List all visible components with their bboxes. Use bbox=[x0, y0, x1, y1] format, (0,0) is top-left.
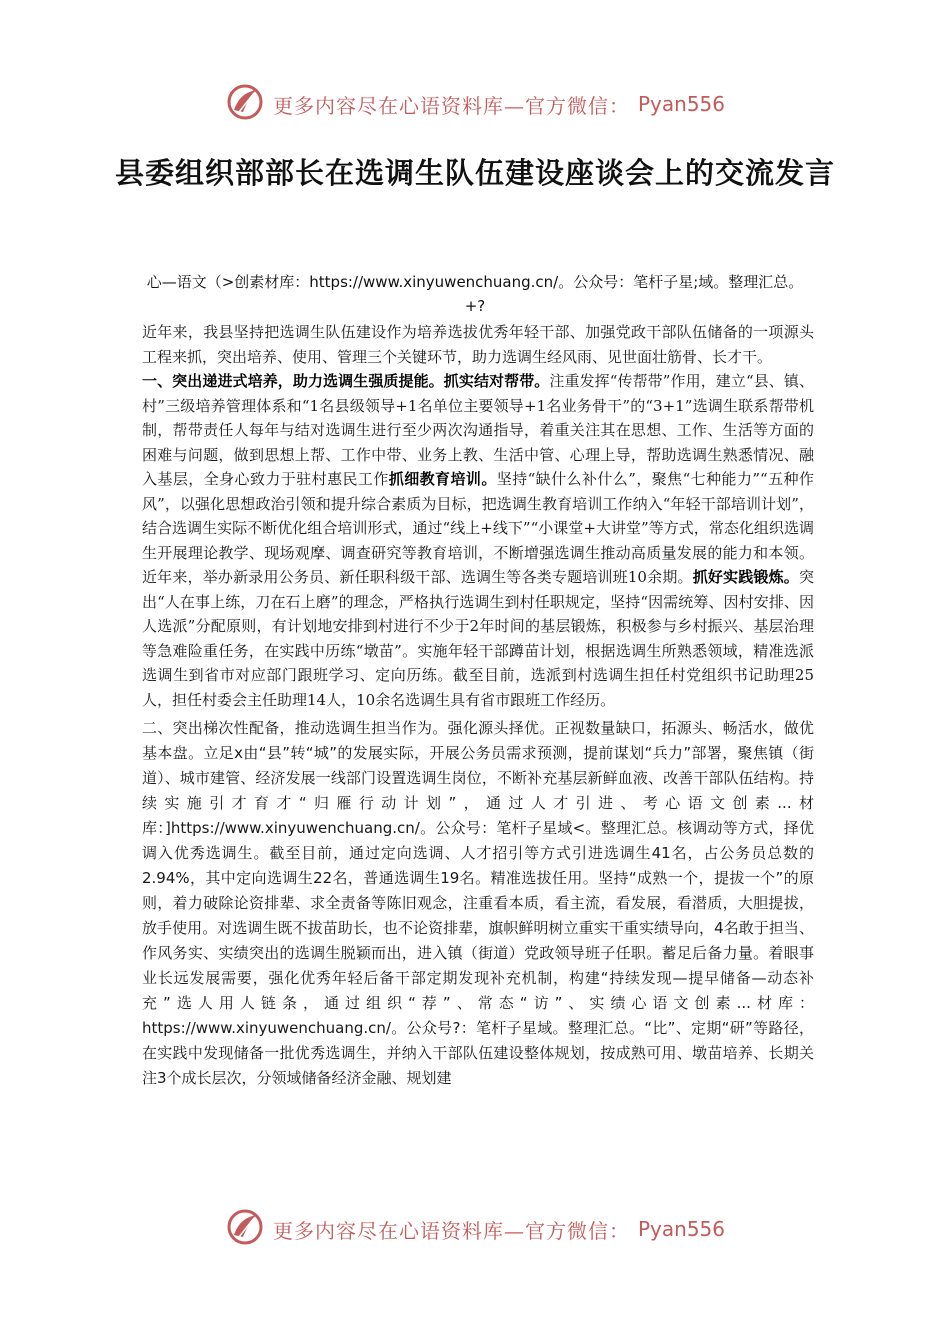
section1-sub2-label: 抓细教育培训。 bbox=[388, 470, 497, 488]
document-title: 县委组织部部长在选调生队伍建设座谈会上的交流发言 bbox=[114, 156, 835, 190]
section1-sub2-text: 坚持“缺什么补什么”，聚焦“七种能力”“五种作风”，以强化思想政治引领和提升综合素质为目标，把选调生教育培训工作纳入“年轻干部培训计划”，结合选调生实际不断优化组合培训形式，通过“线上+线下”“小课堂+大讲堂”等方式，常态化组织选调生开展理论教学、现场观摩、调查研究等教育培训，不断增强选调生推动高质量发展的能力和本领。近年来，举办新录用公务员、新任职科级干部、选调生等各类专题培训班10余期。 bbox=[142, 470, 814, 586]
banner-text: 更多内容尽在心语资料库—官方微信： bbox=[272, 93, 630, 118]
section2-paragraph: 二、突出梯次性配备，推动选调生担当作为。强化源头择优。正视数量缺口，拓源头、畅活水，做优基本盘。立足x由“县”转“城”的发展实际，开展公务员需求预测，提前谋划“兵力”部署，聚焦镇（街道）、城市建管、经济发展一线部门设置选调生岗位，不断补充基层新鲜血液、改善干部队伍结构。持续实施引才育才“归雁行动计划”，通过人才引进、考心语文创素...材库：]https://www.xinyuwenchuang.cn/。公众号：笔杆子星域<。整理汇总。核调动等方式，择优调入优秀选调生。截至目前，通过定向选调、人才招引等方式引进选调生41名，占公务员总数的2.94%，其中定向选调生22名，普通选调生19名。精准选拔任用。坚持“成熟一个，提拔一个”的原则，着力破除论资排辈、求全责备等陈旧观念，注重看本质，看主流，看发展，看潜质，大胆提拔，放手使用。对选调生既不拔苗助长，也不论资排辈，旗帜鲜明树立重实干重实绩导向，4名敢于担当、作风务实、实绩突出的选调生脱颖而出，进入镇（街道）党政领导班子任职。蓄足后备力量。着眼事业长远发展需要，强化优秀年轻后备干部定期发现补充机制，构建“持续发现—提早储备—动态补充”选人用人链条，通过组织“荐”、常态“访”、实绩心语文创素...材库：https://www.xinyuwenchuang.cn/。公众号?：笔杆子星域。整理汇总。“比”、定期“研”等路径，在实践中发现储备一批优秀选调生，并纳入干部队伍建设整体规划，按成熟可用、墩苗培养、长期关注3个成长层次，分领域储备经济金融、规划建 bbox=[142, 719, 814, 1087]
brand-logo-icon bbox=[225, 1207, 265, 1251]
section1-sub1-label: 抓实结对帮带。 bbox=[443, 372, 550, 390]
document-subtitle: 心—语文（>创素材库：https://www.xinyuwenchuang.cn/。公众号：笔杆子星;域。整理汇总。+? bbox=[146, 273, 804, 315]
banner-text: 更多内容尽在心语资料库—官方微信： bbox=[272, 1218, 630, 1243]
banner-wechat-id: Pyan556 bbox=[637, 1217, 725, 1241]
section1-sub3-text: 突出“人在事上练，刀在石上磨”的理念，严格执行选调生到村任职规定，坚持“因需统筹、因村安排、因人选派”分配原则，有计划地安排到村进行不少于2年时间的基层锻炼，积极参与乡村振兴、基层治理等急难险重任务，在实践中历练“墩苗”。实施年轻干部蹲苗计划，根据选调生所熟悉领域，精准选派选调生到省市对应部门跟班学习、定向历练。截至目前，选派到村选调生担任村党组织书记助理25人，担任村委会主任助理14人，10余名选调生具有省市跟班工作经历。 bbox=[142, 568, 814, 709]
document-body bbox=[142, 320, 814, 1091]
banner-wechat-id: Pyan556 bbox=[637, 92, 725, 116]
section1-sub1-text: 注重发挥“传帮带”作用，建立“县、镇、村”三级培养管理体系和“1名县级领导+1名单位主要领导+1名业务骨干”的“3+1”选调生联系帮带机制，帮带责任人每年与结对选调生进行至少两次沟通指导，着重关注其在思想、工作、生活等方面的困难与问题，做到思想上帮、工作中带、业务上教、生活中管、心理上导，帮助选调生熟悉情况、融入基层，全身心致力于驻村惠民工作 bbox=[142, 372, 814, 488]
bottom-banner bbox=[0, 1207, 950, 1251]
intro-paragraph: 近年来，我县坚持把选调生队伍建设作为培养选拔优秀年轻干部、加强党政干部队伍储备的一项源头工程来抓，突出培养、使用、管理三个关键环节，助力选调生经风雨、见世面壮筋骨、长才干。 bbox=[142, 323, 814, 366]
section1-sub3-label: 抓好实践锻炼。 bbox=[692, 568, 799, 586]
top-banner bbox=[0, 82, 950, 126]
brand-logo-icon bbox=[225, 82, 265, 126]
section1-heading: 一、突出递进式培养，助力选调生强质提能。 bbox=[142, 372, 444, 390]
section1-paragraph bbox=[142, 369, 814, 712]
